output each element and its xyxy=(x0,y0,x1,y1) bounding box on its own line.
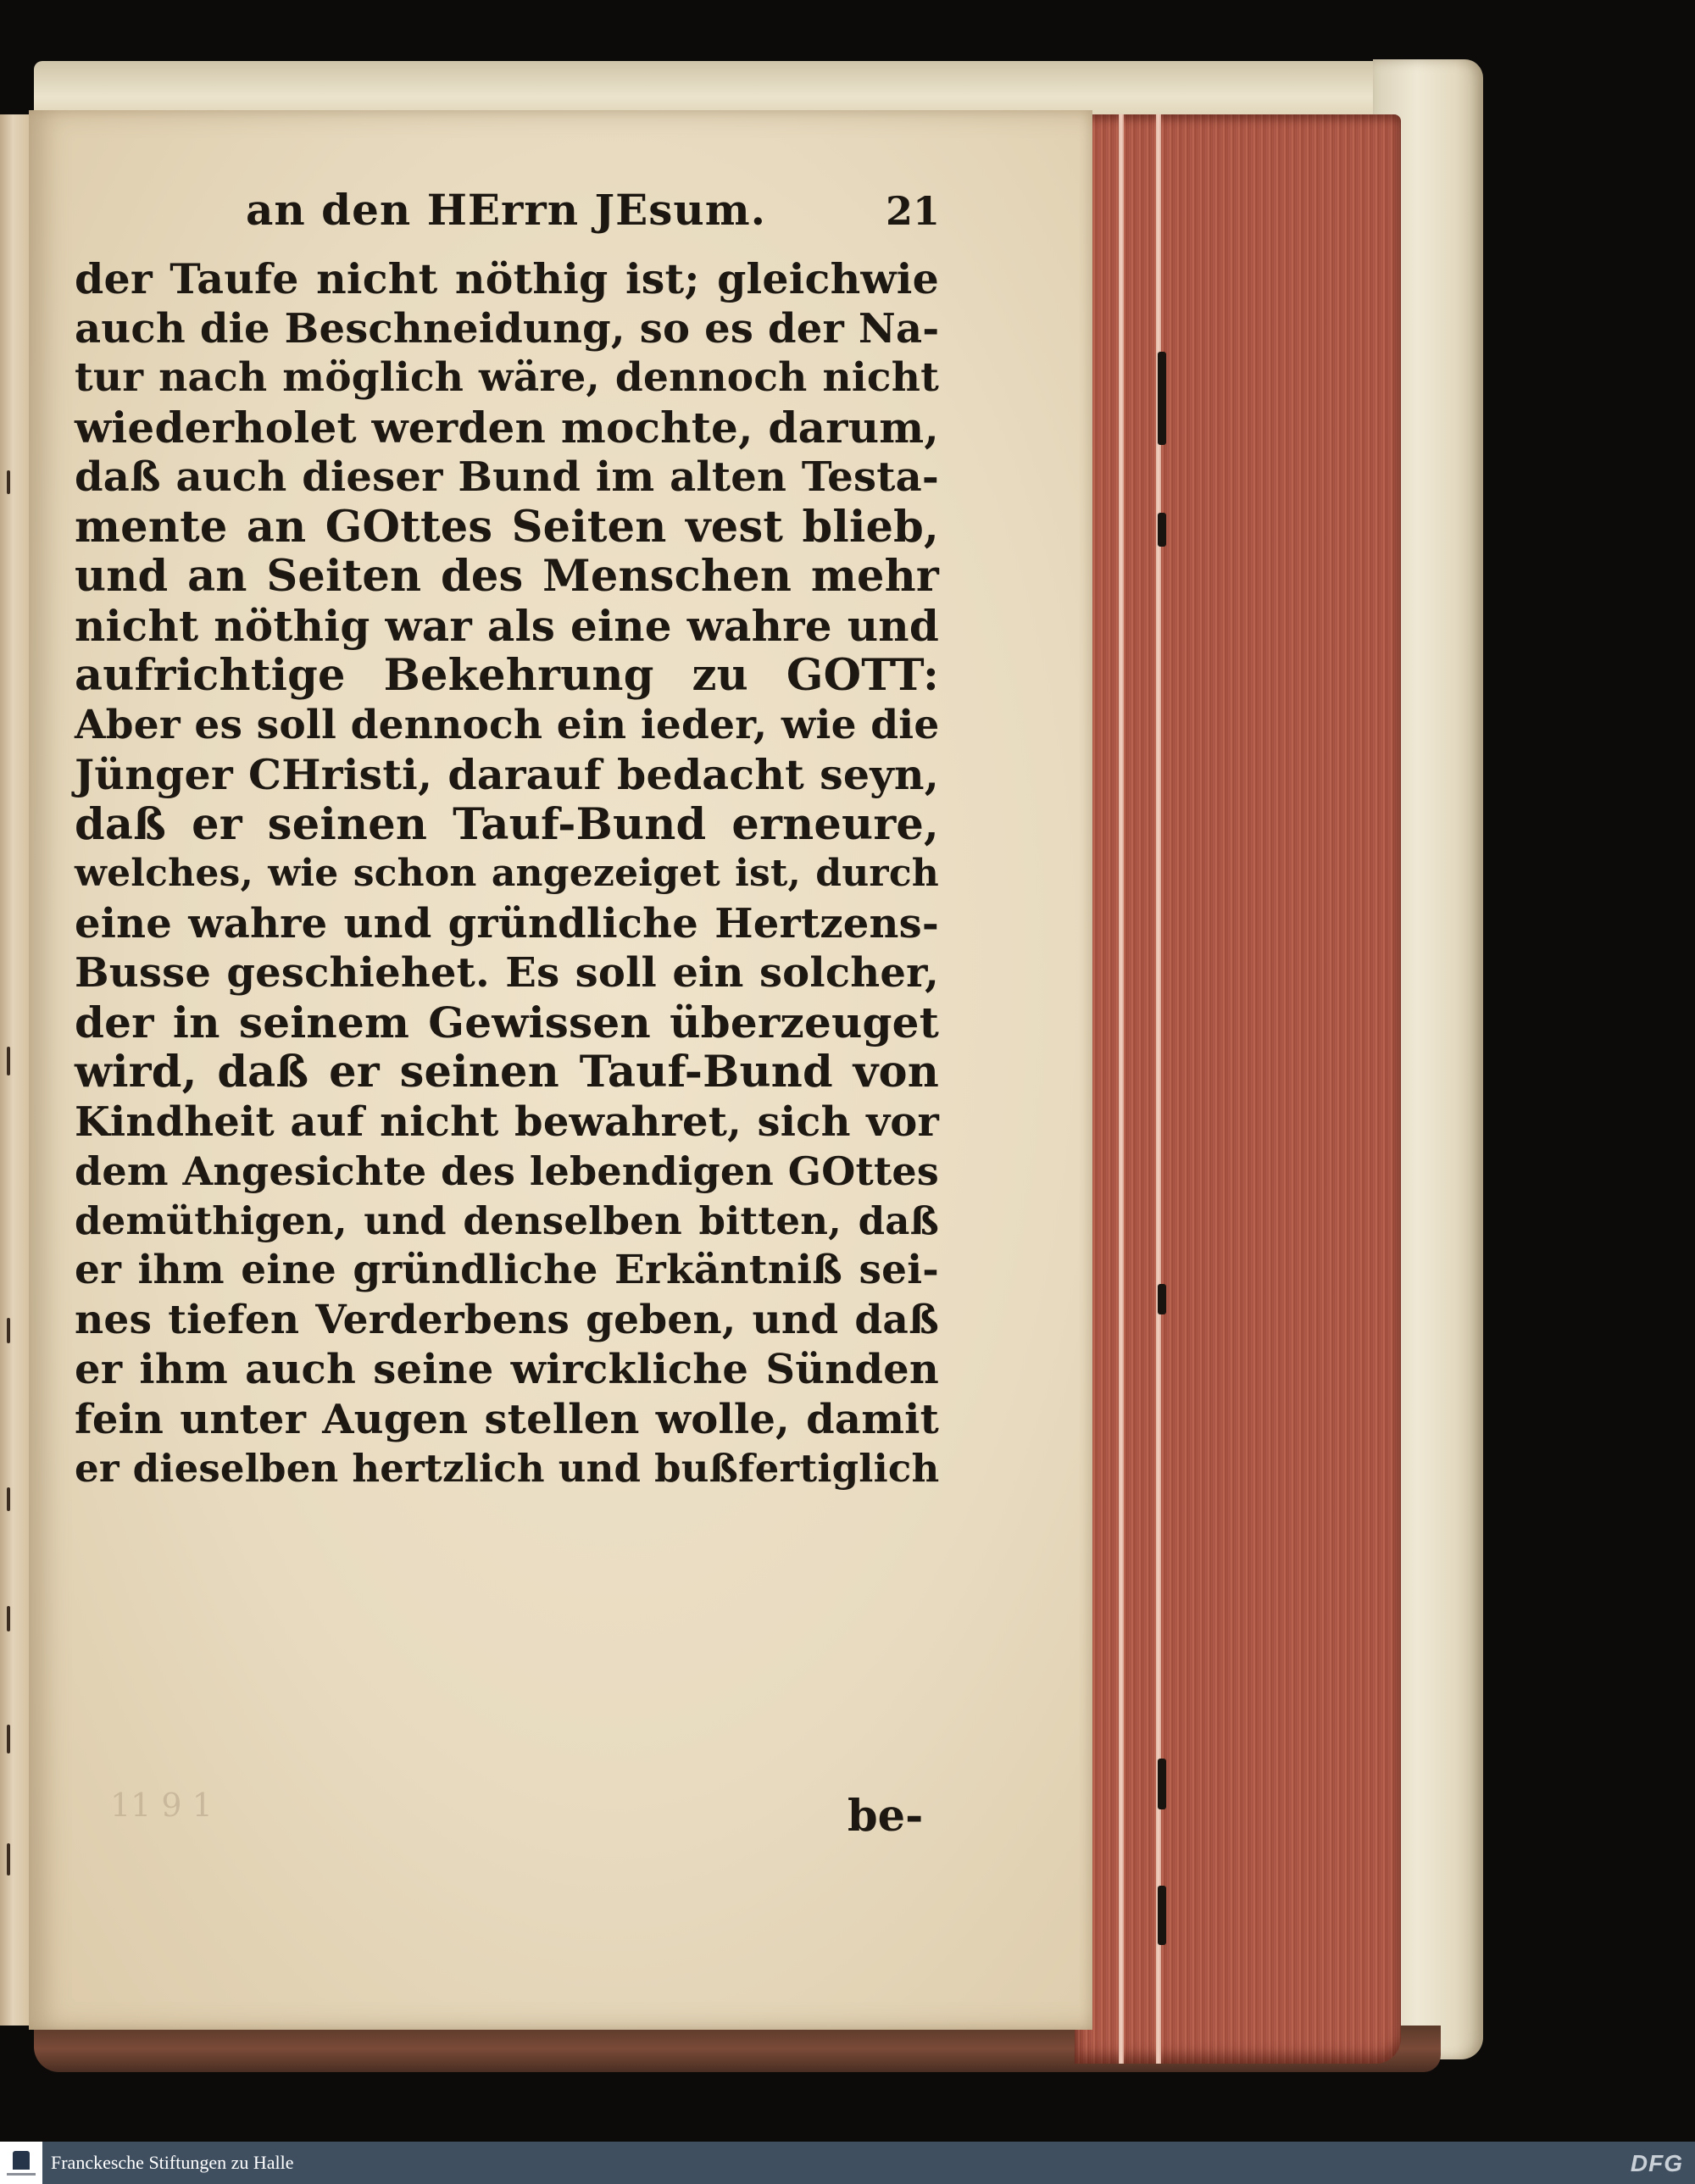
text-line: der Taufe nicht nöthig ist; gleichwie xyxy=(75,254,939,303)
text-line: fein unter Augen stellen wolle, damit xyxy=(75,1395,939,1443)
institution-name[interactable]: Franckesche Stiftungen zu Halle xyxy=(51,2152,294,2173)
text-line: der in seinem Gewissen überzeuget xyxy=(75,997,939,1048)
bleed-through-mark xyxy=(1158,1759,1166,1809)
text-line: tur nach möglich wäre, dennoch nicht xyxy=(75,354,939,401)
faded-stamp-mark: 11 9 1 xyxy=(110,1787,213,1824)
text-line: mente an GOttes Seiten vest blieb, xyxy=(75,501,939,553)
text-line: Busse geschiehet. Es soll ein solcher, xyxy=(75,949,939,997)
franckesche-stiftungen-logo-icon[interactable] xyxy=(0,2142,42,2184)
text-line: nicht nöthig war als eine wahre und xyxy=(75,600,939,651)
running-head: an den HErrn JEsum. xyxy=(246,185,767,235)
text-line: demüthigen, und denselben bitten, daß xyxy=(75,1198,939,1243)
body-text xyxy=(75,254,939,1494)
ink-mark xyxy=(7,470,10,494)
ink-mark xyxy=(7,1606,10,1631)
ink-mark xyxy=(7,1318,10,1343)
bleed-through-mark xyxy=(1158,352,1166,445)
text-line: Jünger CHristi, darauf bedacht seyn, xyxy=(75,750,939,799)
text-line: er ihm eine gründliche Erkäntniß sei- xyxy=(75,1247,939,1293)
text-line: Aber es soll dennoch ein ieder, wie die xyxy=(75,701,940,748)
text-line: daß er seinen Tauf-Bund erneure, xyxy=(75,798,939,850)
text-line: er ihm auch seine wirckliche Sünden xyxy=(75,1346,939,1393)
footer-bar xyxy=(0,2142,1695,2184)
ink-mark xyxy=(7,1047,10,1075)
bleed-through-mark xyxy=(1158,1284,1166,1314)
text-line: und an Seiten des Menschen mehr xyxy=(75,551,939,602)
text-line: dem Angesichte des lebendigen GOttes xyxy=(75,1148,939,1194)
left-page-edge xyxy=(0,114,31,2026)
ink-mark xyxy=(7,1843,10,1876)
logo-underline xyxy=(7,2173,36,2176)
catchword: be- xyxy=(848,1791,924,1842)
text-line: daß auch dieser Bund im alten Testa- xyxy=(75,453,939,501)
text-line: aufrichtige Bekehrung zu GOTT: xyxy=(75,650,939,701)
text-line: er dieselben hertzlich und bußfertiglich xyxy=(75,1446,940,1491)
text-line: wiederholet werden mochte, darum, xyxy=(75,402,939,453)
building-icon xyxy=(13,2151,30,2170)
bleed-through-mark xyxy=(1158,1886,1166,1945)
bleed-through-mark xyxy=(1158,513,1166,547)
ink-mark xyxy=(7,1487,10,1511)
ink-mark xyxy=(7,1725,10,1753)
page-number: 21 xyxy=(886,188,941,234)
text-line: nes tiefen Verderbens geben, und daß xyxy=(75,1296,939,1343)
red-fore-edge xyxy=(1075,114,1401,2064)
text-line: Kindheit auf nicht bewahret, sich vor xyxy=(75,1098,939,1146)
text-line: auch die Beschneidung, so es der Na- xyxy=(75,304,940,353)
text-line: wird, daß er seinen Tauf-Bund von xyxy=(75,1047,939,1098)
text-line: welches, wie schon angezeiget ist, durch xyxy=(75,852,939,895)
text-line: eine wahre und gründliche Hertzens- xyxy=(75,899,939,948)
dfg-logo[interactable]: DFG xyxy=(1630,2150,1683,2176)
page-gap xyxy=(1119,114,1124,2064)
